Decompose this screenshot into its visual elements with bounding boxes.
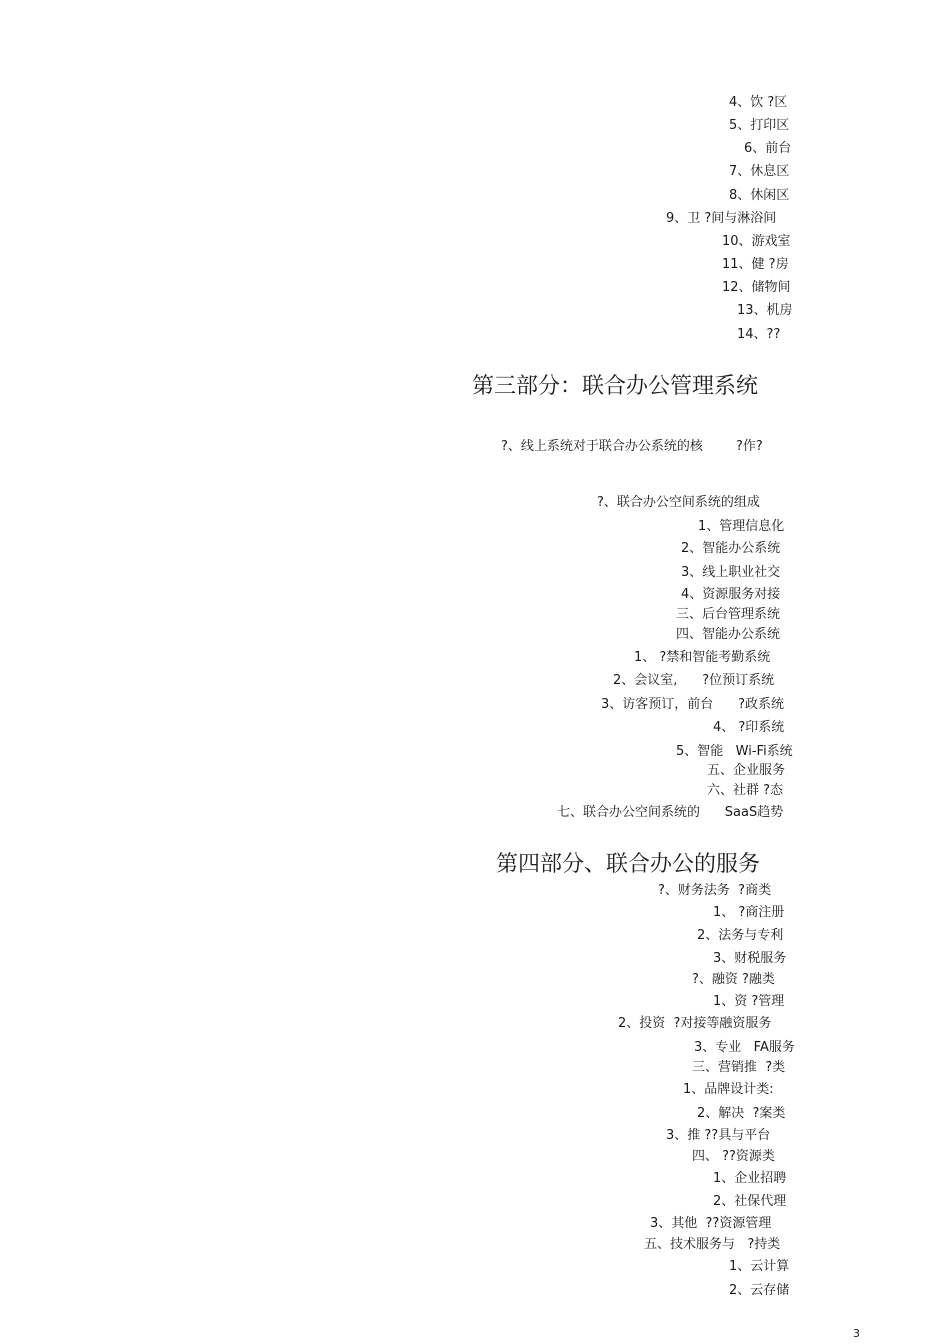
list-item: 2、社保代理	[713, 1194, 787, 1209]
list-item: 七、联合办公空间系统的 SaaS趋势	[557, 805, 784, 820]
list-item: 3、线上职业社交	[681, 565, 781, 580]
list-item: 六、社群 ?态	[707, 783, 784, 798]
list-item: 3、专业 FA服务	[694, 1040, 795, 1055]
list-item: 11、健 ?房	[722, 257, 789, 272]
list-item: ?、线上系统对于联合办公系统的核 ?作?	[501, 439, 763, 454]
list-item: 9、卫 ?间与淋浴间	[666, 211, 777, 226]
section-heading-part-3: 第三部分：联合办公管理系统	[472, 374, 759, 399]
list-item: 1、管理信息化	[698, 519, 785, 534]
list-item: 6、前台	[744, 141, 792, 156]
list-item: 四、智能办公系统	[676, 627, 781, 642]
list-item: 3、其他 ??资源管理	[650, 1216, 772, 1231]
list-item: 14、??	[737, 327, 781, 342]
list-item: 2、会议室, ?位预订系统	[613, 673, 775, 688]
list-item: 5、打印区	[729, 118, 790, 133]
list-item: ?、联合办公空间系统的组成	[597, 495, 760, 510]
list-item: 2、投资 ?对接等融资服务	[618, 1016, 772, 1031]
list-item: 2、云存储	[729, 1283, 790, 1298]
list-item: 5、智能 Wi-Fi系统	[676, 744, 793, 759]
section-heading-part-4: 第四部分、联合办公的服务	[496, 852, 761, 877]
list-item: 1、云计算	[729, 1259, 790, 1274]
list-item: 五、技术服务与 ?持类	[644, 1237, 781, 1252]
list-item: 4、 ?印系统	[713, 720, 785, 735]
list-item: 4、资源服务对接	[681, 587, 781, 602]
list-item: 2、智能办公系统	[681, 541, 781, 556]
list-item: 4、饮 ?区	[729, 95, 788, 110]
list-item: 1、企业招聘	[713, 1171, 787, 1186]
list-item: 1、资 ?管理	[713, 994, 785, 1009]
list-item: 3、财税服务	[713, 951, 787, 966]
list-item: 3、访客预订，前台 ?政系统	[601, 697, 784, 712]
list-item: 12、储物间	[722, 280, 791, 295]
list-item: 三、后台管理系统	[676, 607, 781, 622]
list-item: ?、融资 ?融类	[692, 972, 775, 987]
list-item: 四、 ??资源类	[692, 1149, 775, 1164]
list-item: 1、 ?商注册	[713, 905, 785, 920]
list-item: 三、营销推 ?类	[692, 1060, 786, 1075]
list-item: 7、休息区	[729, 164, 790, 179]
list-item: 2、解决 ?案类	[697, 1106, 786, 1121]
list-item: 1、 ?禁和智能考勤系统	[634, 650, 771, 665]
page-number: 3	[853, 1327, 860, 1340]
list-item: ?、财务法务 ?商类	[658, 883, 772, 898]
list-item: 13、机房	[737, 303, 793, 318]
list-item: 3、推 ??具与平台	[666, 1128, 771, 1143]
list-item: 8、休闲区	[729, 188, 790, 203]
list-item: 1、品牌设计类:	[683, 1082, 774, 1097]
list-item: 五、企业服务	[707, 763, 786, 778]
list-item: 10、游戏室	[722, 234, 791, 249]
list-item: 2、法务与专利	[697, 928, 784, 943]
